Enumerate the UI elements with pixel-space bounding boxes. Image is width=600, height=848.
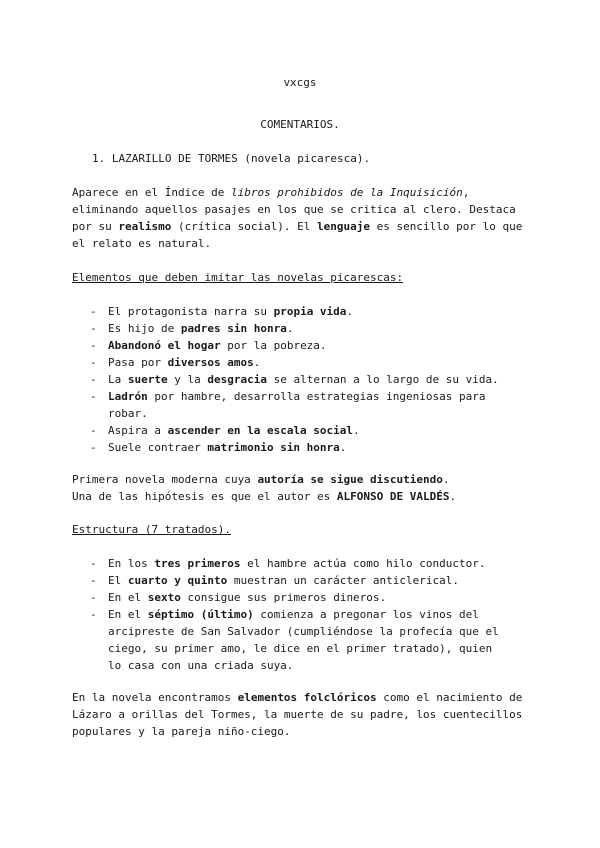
- list-item: [90, 337, 510, 354]
- closing-paragraph: [72, 689, 542, 740]
- bold-text: Ladrón: [108, 390, 148, 403]
- list-item: [90, 422, 510, 439]
- text-run: La: [108, 373, 128, 386]
- bold-text: séptimo (último): [147, 608, 254, 621]
- authorship-line-1: [72, 471, 542, 488]
- text-run: .: [449, 490, 457, 503]
- text-run: En el: [108, 591, 148, 604]
- bold-text: Abandonó el hogar: [108, 339, 221, 352]
- elements-list: [90, 303, 510, 456]
- text-run: Primera novela moderna cuya: [72, 473, 258, 486]
- bold-text: autoría se sigue discutiendo: [257, 473, 443, 486]
- bold-text: sexto: [147, 591, 181, 604]
- text-run: Pasa por: [108, 356, 168, 369]
- text-run: por la pobreza.: [220, 339, 327, 352]
- text-run: Suele contraer: [108, 441, 208, 454]
- text-run: consigue sus primeros dineros.: [180, 591, 387, 604]
- numbered-item: [92, 150, 370, 167]
- text-run: .: [346, 305, 354, 318]
- text-run: es sencillo por lo que el relato es natural.: [72, 220, 523, 250]
- text-run: por hambre, desarrolla estrategias ingeniosas para robar.: [108, 390, 486, 420]
- item-title: LAZARILLO DE TORMES (novela picaresca).: [111, 152, 371, 165]
- list-item: [90, 303, 510, 320]
- italic-text: libros prohibidos de la Inquisición: [230, 186, 463, 199]
- authorship-line-2: [72, 488, 542, 505]
- bold-text: propia vida: [273, 305, 347, 318]
- section-heading-elements: Elementos que deben imitar las novelas picarescas:: [72, 271, 404, 284]
- text-run: En la novela encontramos: [72, 691, 238, 704]
- bold-text: padres sin honra: [180, 322, 287, 335]
- list-item: [90, 371, 510, 388]
- text-run: Aspira a: [108, 424, 168, 437]
- text-run: Aparece en el Índice de: [72, 186, 231, 199]
- bold-text: desgracia: [207, 373, 267, 386]
- structure-list: [90, 555, 510, 674]
- list-item: [90, 354, 510, 371]
- text-run: .: [339, 441, 347, 454]
- text-run: se alternan a lo largo de su vida.: [266, 373, 499, 386]
- text-run: .: [286, 322, 294, 335]
- list-item: [90, 439, 510, 456]
- bold-text: matrimonio sin honra: [207, 441, 340, 454]
- bold-text: suerte: [127, 373, 168, 386]
- text-run: (crítica social). El: [171, 220, 318, 233]
- text-run: El protagonista narra su: [108, 305, 274, 318]
- text-run: y la: [167, 373, 208, 386]
- bold-text: ALFONSO DE VALDÉS: [336, 490, 450, 503]
- text-run: el hambre actúa como hilo conductor.: [240, 557, 486, 570]
- list-item: [90, 388, 510, 422]
- text-run: Una de las hipótesis es que el autor es: [72, 490, 337, 503]
- text-run: comienza a pregonar los vinos del arcipreste de San Salvador (cumpliéndose la profecía que el ciego, su primer amo, le dice en el primer tratado), quien lo casa con una criada suya.: [108, 608, 499, 672]
- list-item: [90, 572, 510, 589]
- text-run: En los: [108, 557, 155, 570]
- text-run: .: [353, 424, 360, 437]
- bold-text: elementos folclóricos: [237, 691, 377, 704]
- intro-paragraph: [72, 184, 542, 252]
- list-item: [90, 320, 510, 337]
- bold-text: lenguaje: [317, 220, 371, 233]
- text-run: El: [108, 574, 128, 587]
- bold-text: cuarto y quinto: [127, 574, 228, 587]
- bold-text: ascender en la escala social: [167, 424, 354, 437]
- text-run: muestran un carácter anticlerical.: [227, 574, 460, 587]
- bold-text: tres primeros: [154, 557, 241, 570]
- item-number: 1.: [92, 152, 106, 165]
- text-run: como el nacimiento de Lázaro a orillas del Tormes, la muerte de su padre, los cuentecillos populares y la pareja niño-ciego.: [72, 691, 523, 738]
- list-item: [90, 555, 510, 572]
- comments-heading: COMENTARIOS.: [260, 118, 340, 131]
- text-run: Es hijo de: [108, 322, 181, 335]
- authorship-paragraph: [72, 471, 542, 505]
- bold-text: realismo: [118, 220, 172, 233]
- section-heading-structure: Estructura (7 tratados).: [72, 523, 231, 536]
- text-run: .: [253, 356, 261, 369]
- text-run: .: [442, 473, 450, 486]
- list-item: [90, 589, 510, 606]
- document-title: vxcgs: [283, 76, 317, 89]
- text-run: , eliminando aquellos pasajes en los que se critica al clero. Destaca por su: [72, 186, 516, 233]
- bold-text: diversos amos: [167, 356, 254, 369]
- text-run: En el: [108, 608, 148, 621]
- list-item: [90, 606, 510, 674]
